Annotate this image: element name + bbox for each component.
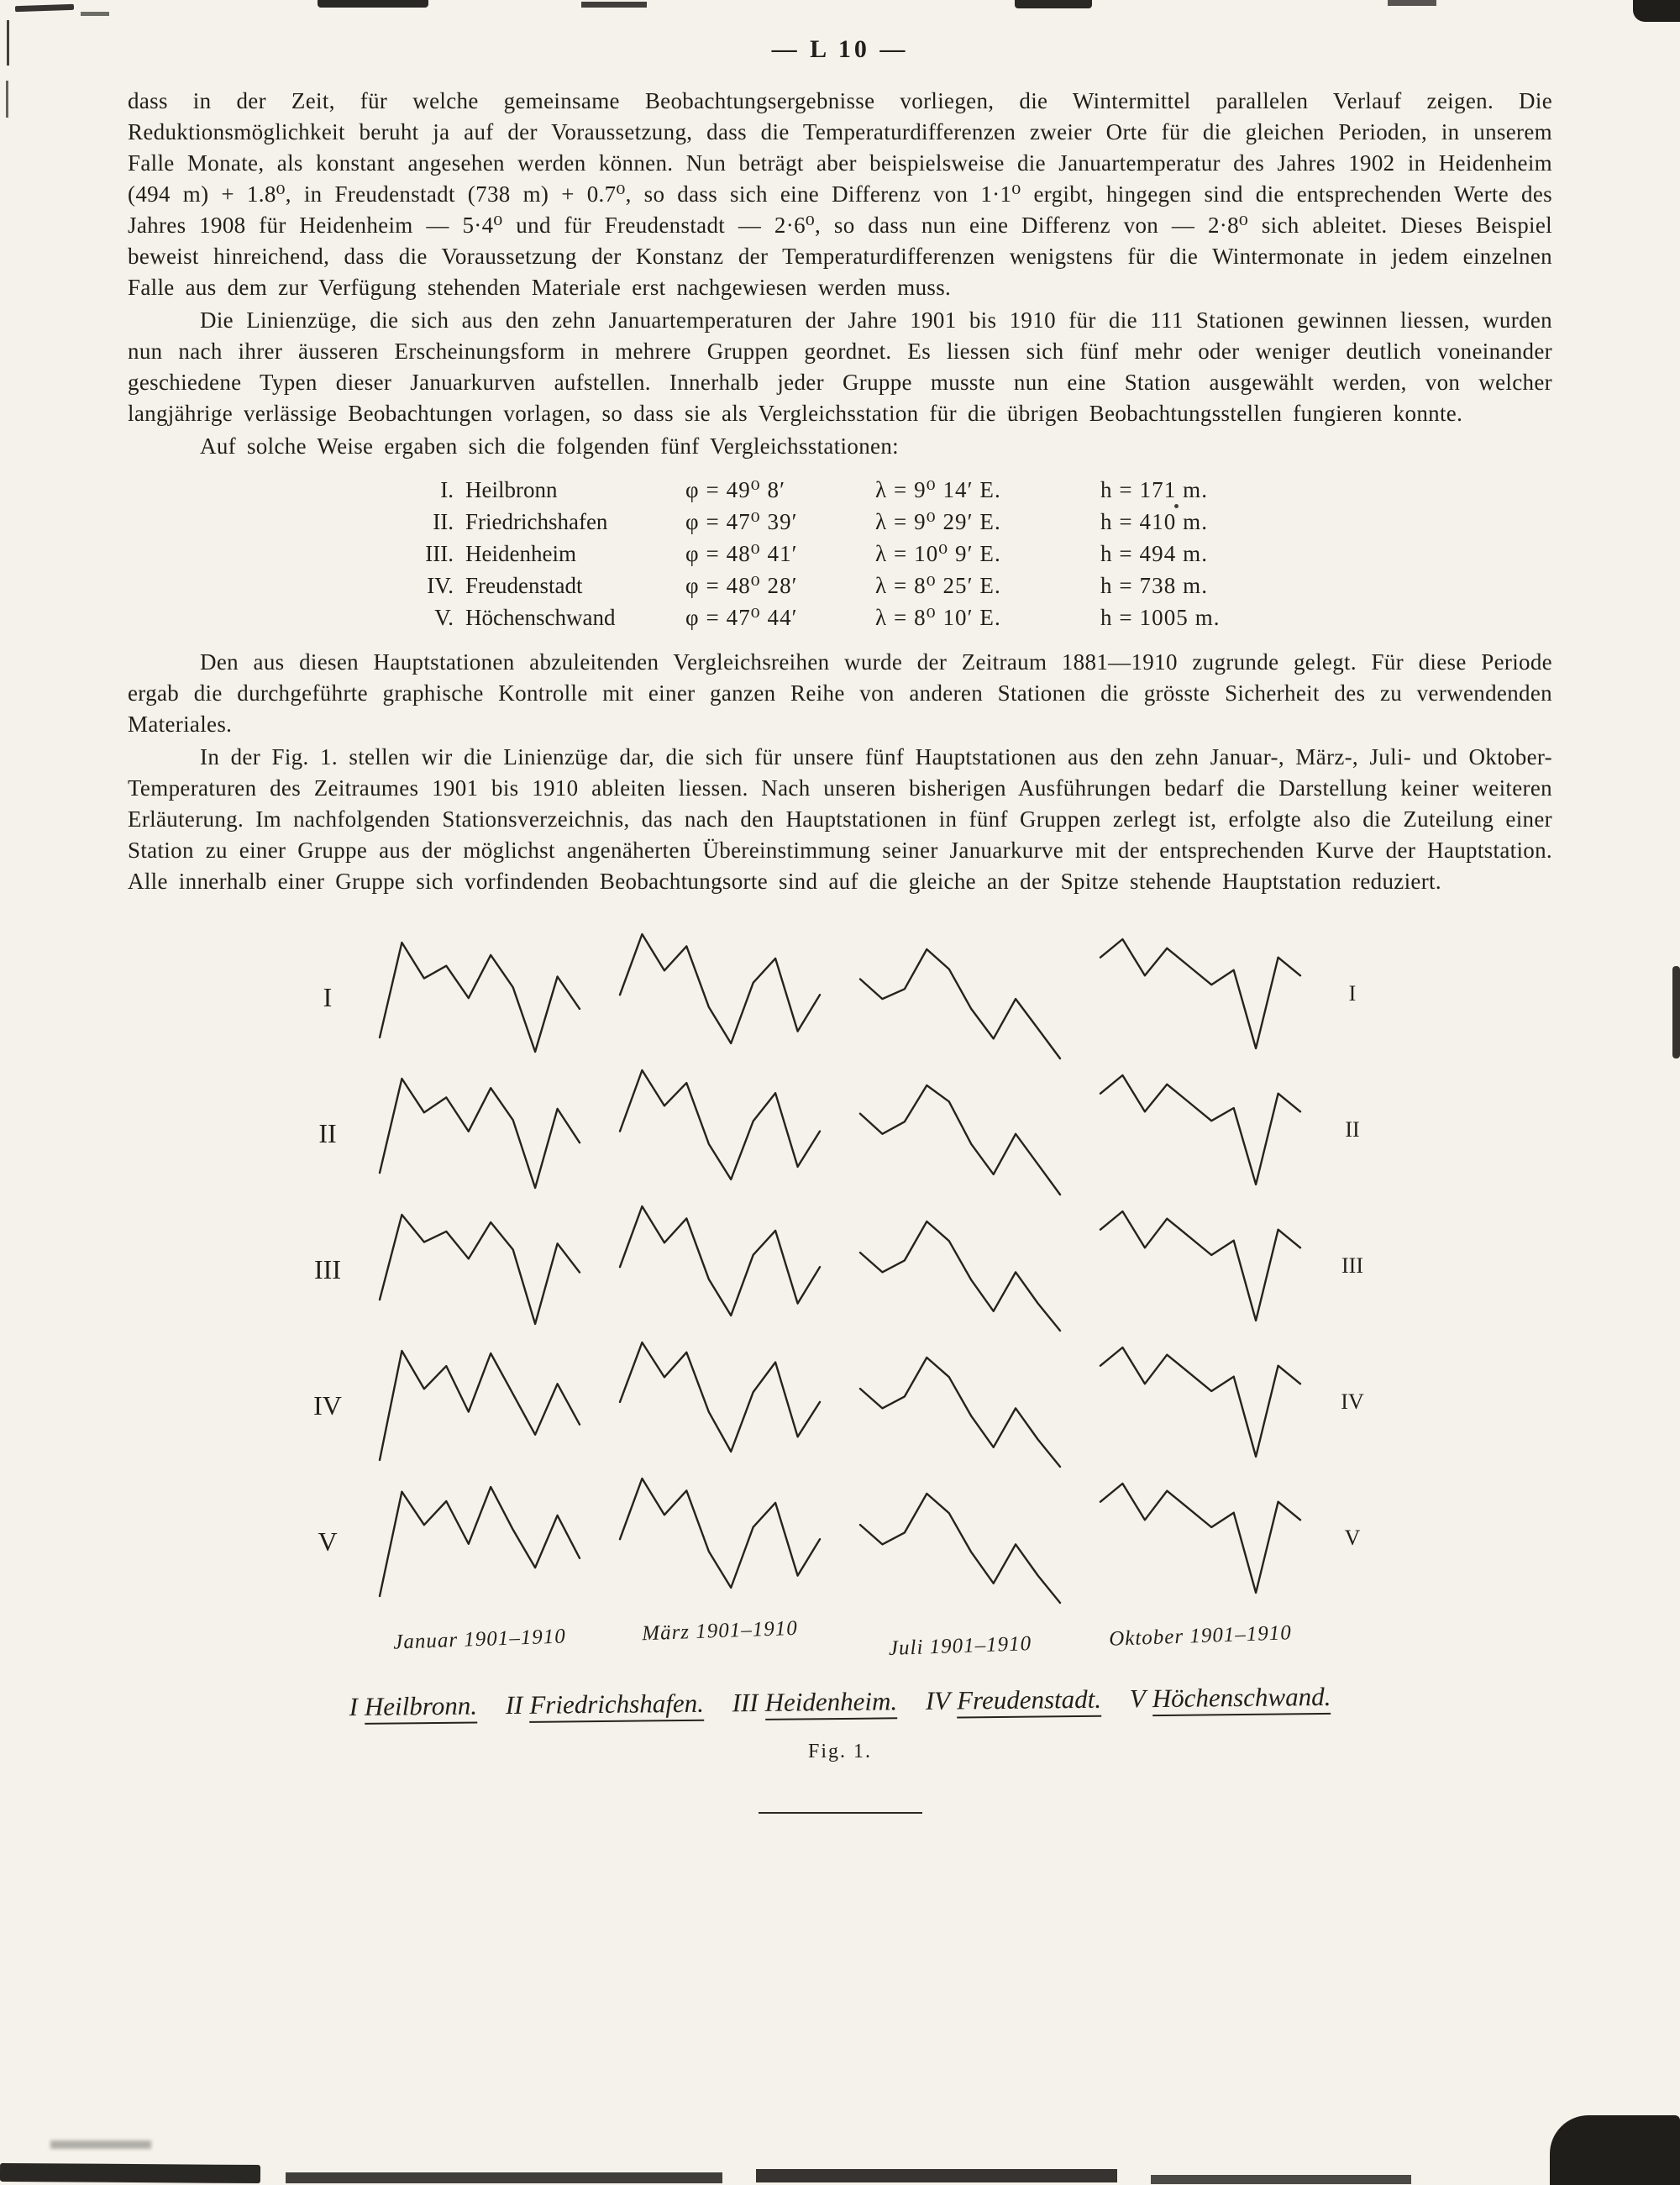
station-list bbox=[128, 474, 1552, 633]
station-latitude: φ = 48⁰ 41′ bbox=[685, 541, 798, 566]
line-chart-juli-I bbox=[855, 941, 1065, 1067]
chart-column-maerz bbox=[615, 926, 825, 1646]
scan-artifact bbox=[318, 0, 428, 8]
scan-artifact bbox=[6, 81, 8, 118]
station-elevation: h = 410 m. bbox=[1100, 509, 1209, 534]
station-numeral: II. bbox=[433, 509, 454, 534]
month-label-januar: Januar 1901–1910 bbox=[392, 1625, 567, 1654]
caption-item bbox=[1130, 1682, 1331, 1714]
scan-artifact bbox=[581, 2, 647, 8]
scan-artifact bbox=[1672, 966, 1680, 1058]
station-longitude: λ = 9⁰ 29′ E. bbox=[875, 509, 1001, 534]
section-divider bbox=[759, 1812, 922, 1814]
line-chart-maerz-IV bbox=[615, 1334, 825, 1460]
scan-artifact bbox=[1015, 0, 1092, 8]
station-elevation: h = 494 m. bbox=[1100, 541, 1209, 566]
station-name: Heidenheim bbox=[465, 541, 576, 566]
scan-artifact bbox=[1633, 0, 1680, 22]
row-label-right: IV bbox=[1341, 1389, 1364, 1414]
scan-artifact bbox=[0, 2163, 260, 2183]
scan-artifact bbox=[1550, 2115, 1680, 2185]
chart-column-oktober bbox=[1095, 931, 1305, 1651]
station-name: Heilbronn bbox=[465, 477, 558, 502]
caption-item bbox=[926, 1684, 1102, 1715]
figure-caption bbox=[0, 1678, 1680, 1726]
scan-artifact bbox=[50, 2140, 151, 2149]
caption-item bbox=[506, 1689, 705, 1720]
line-chart-januar-II bbox=[375, 1070, 585, 1196]
line-chart-januar-III bbox=[375, 1206, 585, 1332]
row-label-left: V bbox=[318, 1526, 338, 1557]
scan-artifact bbox=[1151, 2175, 1411, 2184]
station-numeral: V. bbox=[434, 605, 454, 630]
month-label-maerz: März 1901–1910 bbox=[641, 1616, 799, 1646]
line-chart-oktober-II bbox=[1095, 1067, 1305, 1193]
caption-numeral: IV bbox=[925, 1685, 951, 1715]
month-label-oktober: Oktober 1901–1910 bbox=[1108, 1621, 1293, 1651]
row-label-left: IV bbox=[313, 1389, 342, 1421]
station-longitude: λ = 10⁰ 9′ E. bbox=[875, 541, 1001, 566]
scan-artifact bbox=[1388, 0, 1436, 6]
caption-station-name: Höchenschwand. bbox=[1152, 1682, 1331, 1716]
paragraph-3: Auf solche Weise ergaben sich die folgenden fünf Vergleichsstationen: bbox=[200, 433, 899, 459]
line-chart-oktober-IV bbox=[1095, 1339, 1305, 1465]
station-name: Höchenschwand bbox=[465, 605, 616, 630]
row-label-right: II bbox=[1345, 1117, 1360, 1142]
row-label-left: III bbox=[314, 1253, 341, 1284]
figure-row-labels-right bbox=[1336, 931, 1369, 1611]
station-numeral: I. bbox=[440, 477, 454, 502]
station-elevation: h = 738 m. bbox=[1100, 573, 1209, 598]
page-number: — L 10 — bbox=[771, 35, 909, 63]
station-numeral: III. bbox=[425, 541, 454, 566]
chart-column-juli bbox=[855, 941, 1065, 1658]
figure-1 bbox=[0, 926, 1680, 1763]
caption-station-name: Freudenstadt. bbox=[957, 1684, 1101, 1719]
caption-station-name: Friedrichshafen. bbox=[529, 1689, 704, 1723]
caption-numeral: II bbox=[505, 1689, 523, 1720]
month-label-juli: Juli 1901–1910 bbox=[888, 1632, 1032, 1660]
station-longitude: λ = 8⁰ 10′ E. bbox=[875, 605, 1001, 630]
caption-item bbox=[732, 1686, 897, 1717]
line-chart-januar-I bbox=[375, 934, 585, 1060]
station-latitude: φ = 47⁰ 39′ bbox=[685, 509, 798, 534]
line-chart-juli-IV bbox=[855, 1349, 1065, 1475]
line-chart-januar-V bbox=[375, 1479, 585, 1605]
caption-numeral: III bbox=[732, 1688, 759, 1718]
line-chart-maerz-I bbox=[615, 926, 825, 1052]
station-name: Freudenstadt bbox=[465, 573, 583, 598]
caption-station-name: Heidenheim. bbox=[764, 1686, 897, 1720]
line-chart-januar-IV bbox=[375, 1342, 585, 1468]
caption-item bbox=[349, 1691, 477, 1722]
figure-chart-grid bbox=[311, 926, 1369, 1658]
paragraph-4: Den aus diesen Hauptstationen abzuleitenden Vergleichsreihen wurde der Zeitraum 1881—1910 zugrunde gelegt. Für diese Periode ergab die durchgeführte graphische Kontrolle mit einer ganzen Reihe von anderen Stationen die grösste Sicherheit des zu verwendenden Materiales. bbox=[128, 649, 1552, 737]
row-label-right: I bbox=[1348, 981, 1357, 1006]
row-label-left: I bbox=[323, 981, 333, 1012]
row-label-right: III bbox=[1341, 1253, 1363, 1278]
paragraph-1: dass in der Zeit, für welche gemeinsame Beobachtungsergebnisse vorliegen, die Wintermittel parallelen Verlauf zeigen. Die Reduktionsmöglichkeit beruht ja auf der Voraussetzung, dass die Temperaturdifferenzen zweier Orte für die gleichen Perioden, in unserem Falle Monate, als konstant angesehen werden können. Nun beträgt aber beispielsweise die Januartemperatur des Jahres 1902 in Heidenheim (494 m) + 1.8⁰, in Freudenstadt (738 m) + 0.7⁰, so dass sich eine Differenz von 1·1⁰ ergibt, hingegen sind die entsprechenden Werte des Jahres 1908 für Heidenheim — 5·4⁰ und für Freudenstadt — 2·6⁰, so dass nun eine Differenz von — 2·8⁰ sich ableitet. Dieses Beispiel beweist hinreichend, dass die Voraussetzung der Konstanz der Temperaturdifferenzen wenigstens für die Wintermonate in jedem einzelnen Falle aus dem zur Verfügung stehenden Materiale erst nachgewiesen werden muss. bbox=[128, 88, 1552, 300]
paragraph-5: In der Fig. 1. stellen wir die Linienzüge dar, die sich für unsere fünf Hauptstationen aus den zehn Januar-, März-, Juli- und Oktober-Temperaturen des Zeitraumes 1901 bis 1910 ableiten liessen. Nach unseren bisherigen Ausführungen bedarf die Darstellung keiner weiteren Erläuterung. Im nachfolgenden Stationsverzeichnis, das nach den Hauptstationen in fünf Gruppen zerlegt ist, erfolgte also die Zuteilung einer Station zu einer Gruppe aus der möglichst angenäherten Übereinstimmung seiner Januarkurve mit der entsprechenden Kurve der Hauptstation. Alle innerhalb einer Gruppe sich vorfindenden Beobachtungsorte sind auf die gleiche an der Spitze stehende Hauptstation reduziert. bbox=[128, 744, 1552, 894]
line-chart-maerz-II bbox=[615, 1062, 825, 1188]
station-latitude: φ = 48⁰ 28′ bbox=[685, 573, 798, 598]
line-chart-juli-V bbox=[855, 1485, 1065, 1611]
figure-row-labels-left bbox=[311, 934, 344, 1615]
line-chart-maerz-III bbox=[615, 1198, 825, 1324]
figure-label: Fig. 1. bbox=[807, 1741, 872, 1762]
text-block bbox=[128, 86, 1552, 897]
line-chart-oktober-V bbox=[1095, 1475, 1305, 1601]
caption-numeral: I bbox=[349, 1692, 359, 1722]
caption-numeral: V bbox=[1129, 1683, 1146, 1714]
row-label-left: II bbox=[318, 1117, 337, 1148]
line-chart-juli-II bbox=[855, 1077, 1065, 1203]
scan-artifact bbox=[7, 20, 9, 66]
station-latitude: φ = 49⁰ 8′ bbox=[685, 477, 786, 502]
chart-column-januar bbox=[375, 934, 585, 1652]
line-chart-maerz-V bbox=[615, 1470, 825, 1596]
station-longitude: λ = 8⁰ 25′ E. bbox=[875, 573, 1001, 598]
scan-artifact bbox=[1174, 504, 1179, 508]
station-latitude: φ = 47⁰ 44′ bbox=[685, 605, 798, 630]
station-longitude: λ = 9⁰ 14′ E. bbox=[875, 477, 1001, 502]
line-chart-oktober-III bbox=[1095, 1203, 1305, 1329]
paragraph-2: Die Linienzüge, die sich aus den zehn Januartemperaturen der Jahre 1901 bis 1910 für die 111 Stationen gewinnen liessen, wurden nun nach ihrer äusseren Erscheinungsform in mehrere Gruppen geordnet. Es liessen sich fünf mehr oder weniger deutlich voneinander geschiedene Typen dieser Januarkurven aufstellen. Innerhalb jeder Gruppe musste nun eine Station ausgewählt werden, von welcher langjährige verlässige Beobachtungen vorlagen, so dass sie als Vergleichsstation für die übrigen Beobachtungsstellen fungieren konnte. bbox=[128, 307, 1552, 426]
scan-artifact bbox=[286, 2172, 722, 2183]
line-chart-juli-III bbox=[855, 1213, 1065, 1339]
scan-artifact bbox=[81, 12, 109, 16]
row-label-right: V bbox=[1344, 1526, 1361, 1550]
scan-artifact bbox=[756, 2169, 1117, 2182]
station-numeral: IV. bbox=[427, 573, 454, 598]
station-name: Friedrichshafen bbox=[465, 509, 608, 534]
station-elevation: h = 171 m. bbox=[1100, 477, 1209, 502]
caption-station-name: Heilbronn. bbox=[365, 1691, 477, 1725]
line-chart-oktober-I bbox=[1095, 931, 1305, 1057]
station-elevation: h = 1005 m. bbox=[1100, 605, 1221, 630]
